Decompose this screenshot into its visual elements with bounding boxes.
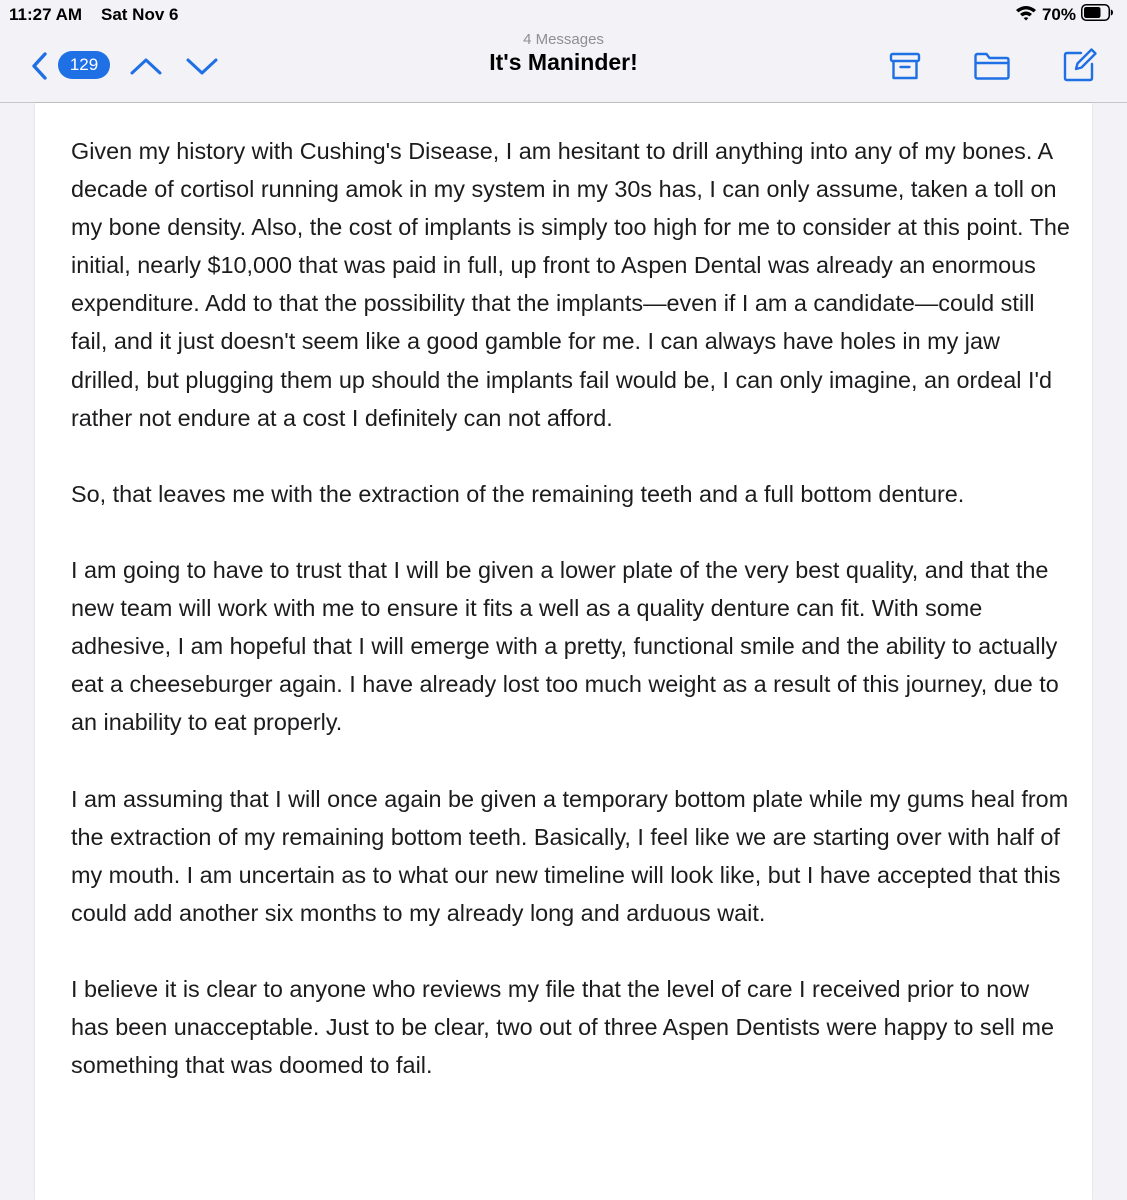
- message-paragraph: Given my history with Cushing's Disease, I am hesitant to drill anything into any of my bones. A decade of cortisol running amok in my system in my 30s has, I can only assume, taken a toll on my bone density. Also, the cost of implants is simply too high for me to consider at this point. The initial, nearly $10,000 that was paid in full, up front to Aspen Dental was already an enormous expenditure. Add to that the possibility that the implants—even if I am a candidate—could still fail, and it just doesn't seem like a good gamble for me. I can always have holes in my jaw drilled, but plugging them up should the implants fail would be, I can only imagine, an ordeal I'd rather not endure at a cost I definitely can not afford.: [71, 138, 1070, 431]
- message-card: [35, 103, 1092, 1200]
- message-paragraph: I am going to have to trust that I will be given a lower plate of the very best quality, and that the new team will work with me to ensure it fits a well as a quality denture can fit. With some adhesive, I am hopeful that I will emerge with a pretty, functional smile and the ability to actually eat a cheeseburger again. I have already lost too much weight as a result of this journey, due to an inability to eat properly.: [71, 557, 1059, 736]
- status-time: 11:27 AM: [9, 5, 83, 24]
- move-to-folder-button[interactable]: [970, 48, 1014, 84]
- mail-nav-bar: [0, 30, 1127, 103]
- status-bar: [0, 0, 1127, 30]
- message-paragraph: I believe it is clear to anyone who reviews my file that the level of care I received prior to now has been unacceptable. Just to be clear, two out of three Aspen Dentists were happy to sell me something that was doomed to fail.: [71, 976, 1054, 1079]
- battery-percent: 70%: [1041, 5, 1076, 24]
- archive-button[interactable]: [886, 48, 924, 84]
- message-count: 4 Messages: [523, 31, 604, 48]
- thread-title: It's Maninder!: [489, 49, 638, 75]
- message-body: [71, 132, 1071, 1122]
- message-paragraph: I am assuming that I will once again be given a temporary bottom plate while my gums heal from the extraction of my remaining bottom teeth. Basically, I feel like we are starting over with half of my mouth. I am uncertain as to what our new timeline will look like, but I have accepted that this could add another six months to my already long and arduous wait.: [71, 785, 1069, 926]
- status-indicators: [1015, 4, 1113, 26]
- compose-button[interactable]: [1058, 46, 1102, 84]
- wifi-icon: [1015, 4, 1037, 26]
- status-date: Sat Nov 6: [101, 5, 179, 24]
- folder-icon: [973, 51, 1011, 81]
- unread-count-badge[interactable]: 129: [58, 51, 110, 79]
- archive-icon: [889, 50, 921, 82]
- compose-icon: [1062, 47, 1098, 83]
- message-paragraph: So, that leaves me with the extraction of the remaining teeth and a full bottom denture.: [71, 480, 965, 507]
- battery-icon: [1081, 4, 1113, 26]
